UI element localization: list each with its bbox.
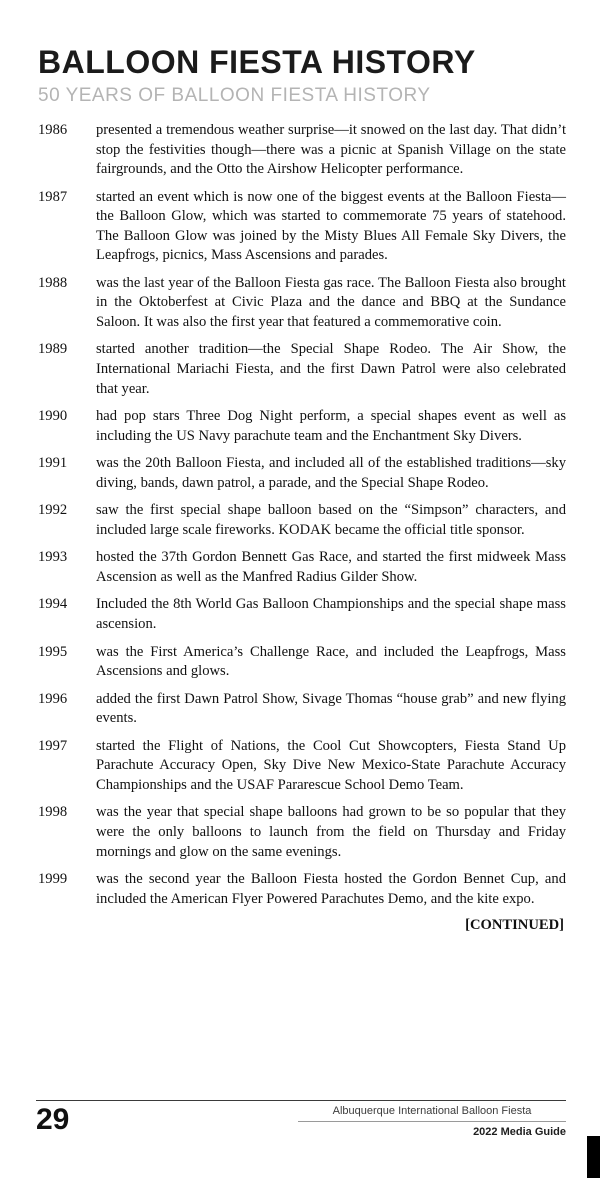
timeline-entry bbox=[38, 121, 566, 180]
timeline-entry bbox=[38, 643, 566, 682]
timeline-entry bbox=[38, 407, 566, 446]
entry-year: 1993 bbox=[38, 549, 68, 566]
footer-guide-text: 2022 Media Guide bbox=[473, 1126, 566, 1138]
page-number: 29 bbox=[36, 1103, 70, 1136]
entry-text: had pop stars Three Dog Night perform, a special shapes event as well as including the US Navy parachute team and the Enchantment Sky Divers. bbox=[96, 408, 566, 444]
timeline-entry bbox=[38, 548, 566, 587]
entry-year: 1996 bbox=[38, 690, 68, 707]
entry-year: 1986 bbox=[38, 122, 68, 138]
entry-text: Included the 8th World Gas Balloon Championships and the special shape mass ascension. bbox=[96, 596, 566, 633]
page-footer bbox=[36, 1100, 566, 1138]
entry-text: hosted the 37th Gordon Bennett Gas Race, and started the first midweek Mass Ascension as well as the Manfred Radius Gilder Show. bbox=[96, 549, 566, 585]
entry-year: 1998 bbox=[38, 804, 68, 821]
entry-year: 1989 bbox=[38, 341, 68, 358]
entry-text: was the last year of the Balloon Fiesta gas race. The Balloon Fiesta also brought in the Oktoberfest at Civic Plaza and the dance and BBQ at the Sundance Saloon. It was also the first year that featured a commemorative coin. bbox=[96, 274, 566, 330]
timeline-entry bbox=[38, 737, 566, 796]
entry-text: was the year that special shape balloons had grown to be so popular that they were the only balloons to launch from the field on Thursday and Friday mornings and glow on the same evenings. bbox=[96, 804, 566, 860]
timeline-entry bbox=[38, 501, 566, 540]
entry-text: was the First America’s Challenge Race, and included the Leapfrogs, Mass Ascensions and glows. bbox=[96, 643, 566, 680]
page-subtitle: 50 YEARS OF BALLOON FIESTA HISTORY bbox=[38, 85, 431, 106]
timeline-entry bbox=[38, 454, 566, 493]
entry-text: was the 20th Balloon Fiesta, and included all of the established traditions—sky diving, bands, dawn patrol, a parade, and the Special Shape Rodeo. bbox=[96, 455, 566, 491]
timeline-entry bbox=[38, 690, 566, 729]
entry-year: 1988 bbox=[38, 274, 68, 291]
timeline-entry bbox=[38, 870, 566, 909]
timeline-entry bbox=[38, 340, 566, 399]
footer-organization-text: Albuquerque International Balloon Fiesta bbox=[298, 1105, 566, 1122]
timeline-entry bbox=[38, 274, 566, 333]
entry-year: 1997 bbox=[38, 737, 68, 754]
entry-text: added the first Dawn Patrol Show, Sivage Thomas “house grab” and new flying events. bbox=[96, 690, 566, 727]
entry-year: 1992 bbox=[38, 502, 68, 519]
entry-year: 1990 bbox=[38, 408, 68, 425]
continued-label: [CONTINUED] bbox=[465, 917, 564, 934]
entry-year: 1991 bbox=[38, 455, 68, 472]
entry-text: started another tradition—the Special Shape Rodeo. The Air Show, the International Mariachi Fiesta, and the first Dawn Patrol were also celebrated that year. bbox=[96, 341, 566, 397]
entry-text: presented a tremendous weather surprise—it snowed on the last day. That didn’t stop the festivities though—there was a picnic at Spanish Village on the state fairgrounds, and the Otto the Airshow Helicopter performance. bbox=[96, 122, 566, 178]
entry-text: started an event which is now one of the biggest events at the Balloon Fiesta—the Balloon Glow, which was started to commemorate 75 years of statehood. The Balloon Glow was joined by the Misty Blues All Female Sky Divers, the Leapfrogs, picnics, Mass Ascensions and parades. bbox=[96, 188, 566, 264]
page-title: BALLOON FIESTA HISTORY bbox=[38, 44, 476, 80]
footer-right-block bbox=[298, 1105, 566, 1138]
timeline bbox=[38, 121, 566, 909]
entry-year: 1994 bbox=[38, 596, 68, 613]
entry-text: started the Flight of Nations, the Cool Cut Showcopters, Fiesta Stand Up Parachute Accuracy Open, Sky Dive New Mexico-State Parachute Accuracy Championships and the USAF Pararescue School Demo Team. bbox=[96, 737, 566, 793]
entry-year: 1987 bbox=[38, 188, 68, 205]
entry-text: saw the first special shape balloon based on the “Simpson” characters, and included large scale fireworks. KODAK became the official title sponsor. bbox=[96, 502, 566, 538]
timeline-entry bbox=[38, 595, 566, 634]
timeline-entry bbox=[38, 803, 566, 862]
timeline-entry bbox=[38, 188, 566, 266]
page-edge-tab bbox=[587, 1136, 600, 1178]
entry-year: 1995 bbox=[38, 643, 68, 660]
entry-year: 1999 bbox=[38, 871, 68, 888]
entry-text: was the second year the Balloon Fiesta hosted the Gordon Bennet Cup, and included the American Flyer Powered Parachutes Demo, and the kite expo. bbox=[96, 871, 566, 907]
